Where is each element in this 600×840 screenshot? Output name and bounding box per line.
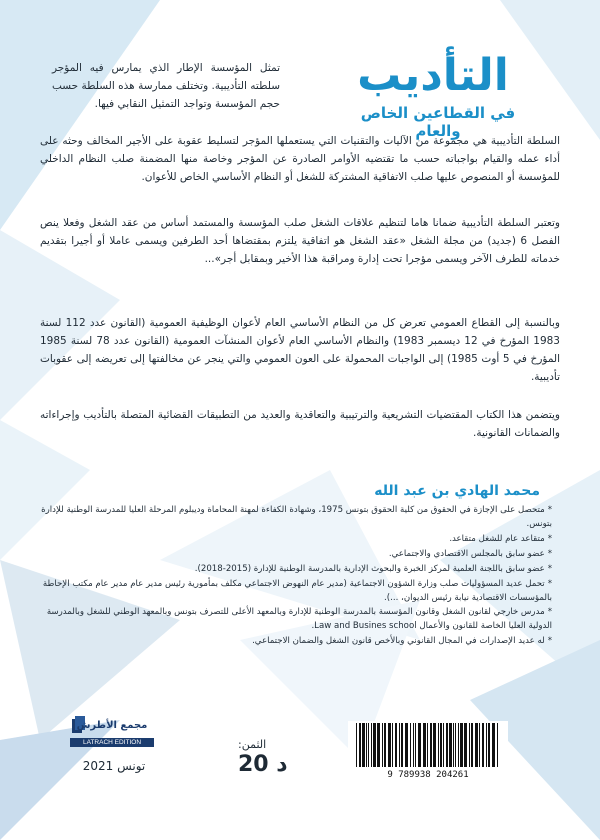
bio-item: * تحمل عديد المسؤوليات صلب وزارة الشؤون الاجتماعية (مدير عام النهوض الاجتماعي مكلف بمأمورية رئيس مدير عام مدير عام مكتب الإحاطة بالمؤسسات الاقتصادية نيابة رئيس الديوان، ...). — [32, 578, 552, 606]
book-subtitle: في القطاعين الخاص والعام — [360, 104, 516, 140]
bio-item: * متحصل على الإجازة في الحقوق من كلية الحقوق بتونس 1975، وشهادة الكفاءة لمهنة المحاماة وديبلوم المرحلة العليا للمدرسة الوطنية للإدارة بتونس. — [32, 504, 552, 532]
isbn-number: 9 789938 204261 — [387, 770, 469, 780]
price-value: 20 د — [238, 752, 288, 777]
barcode-icon — [348, 721, 508, 771]
book-title: التأديب — [357, 50, 509, 101]
author-name: محمد الهادي بن عبد الله — [374, 483, 540, 499]
city-year: تونس 2021 — [82, 759, 146, 773]
bio-item: * عضو سابق باللجنة العلمية لمركز الخبرة والبحوث الإدارية بالمدرسة الوطنية للإدارة (2015-2018). — [32, 563, 552, 577]
intro-text: تمثل المؤسسة الإطار الذي يمارس فيه المؤجر سلطته التأديبية. وتختلف ممارسة هذه السلطة حسب حجم المؤسسة وتواجد التمثيل النقابي فيها. — [52, 62, 280, 110]
body-paragraph: ويتضمن هذا الكتاب المقتضيات التشريعية والترتيبية والتعاقدية والعديد من التطبيقات القضائية المتصلة بالتأديب وإجراءاته والضمانات القانونية. — [40, 409, 560, 440]
bio-item: * مدرس خارجي لقانون الشغل وقانون المؤسسة بالمدرسة الوطنية للإدارة وبالمعهد الأعلى للتصرف بتونس وبالمعهد الوطني للشغل وبالمدرسة الدولية العليا الخاصة للقانون والأعمال Law and Busines school. — [32, 606, 552, 634]
body-paragraph: وتعتبر السلطة التأديبية ضمانا هاما لتنظيم علاقات الشغل صلب المؤسسة والمستمد أساس من عقد الشغل وفعلا ينص الفصل 6 (جديد) من مجلة الشغل «عقد الشغل هو اتفاقية يلتزم بمقتضاها أحد الطرفين ويسمى عاملا أو أجيرا بتقديم خدماته للطرف الآخر ويسمى مؤجرا تحت إدارة ومراقبة هذا الأخير وبمقابل أجر»... — [40, 217, 560, 266]
bio-item: * متقاعد عام للشغل متقاعد. — [32, 533, 552, 547]
publisher-edition: LATRACH EDITION — [70, 738, 154, 747]
body-paragraph: وبالنسبة إلى القطاع العمومي تعرض كل من النظام الأساسي العام لأعوان الوظيفية العمومية (القانون عدد 112 لسنة 1983 المؤرخ في 12 ديسمبر 1983) والنظام الأساسي العام لأعوان المنشآت العمومية (القانون عدد 78 لسنة 1985 المؤرخ في 5 أوت 1985) إلى الواجبات المحمولة على العون العمومي والتي ينجر عن مخالفتها إلى تعريضه إلى عقوبات تأديبية. — [40, 317, 561, 384]
body-paragraph: السلطة التأديبية هي مجموعة من الآليات والتقنيات التي يستعملها المؤجر لتسليط عقوبة على الأجير المخالف وحثه على أداء عمله والقيام بواجباته حسب ما تقتضيه الأوامر الصادرة عن المؤجر وخاصة منها المضمنة صلب النظام الداخلي للمؤسسة أو المنصوص عليها صلب الاتفاقية المشتركة للشغل أو النظام الأساسي الخاص للأعوان. — [40, 135, 560, 184]
publisher-name: مجمع الأطرش — [76, 720, 148, 731]
bio-item: * عضو سابق بالمجلس الاقتصادي والاجتماعي. — [32, 548, 552, 562]
bio-item: * له عديد الإصدارات في المجال القانوني وبالأخص قانون الشغل والضمان الاجتماعي. — [32, 635, 552, 649]
price-label: الثمن: — [238, 738, 267, 751]
author-bio-list — [32, 504, 552, 650]
